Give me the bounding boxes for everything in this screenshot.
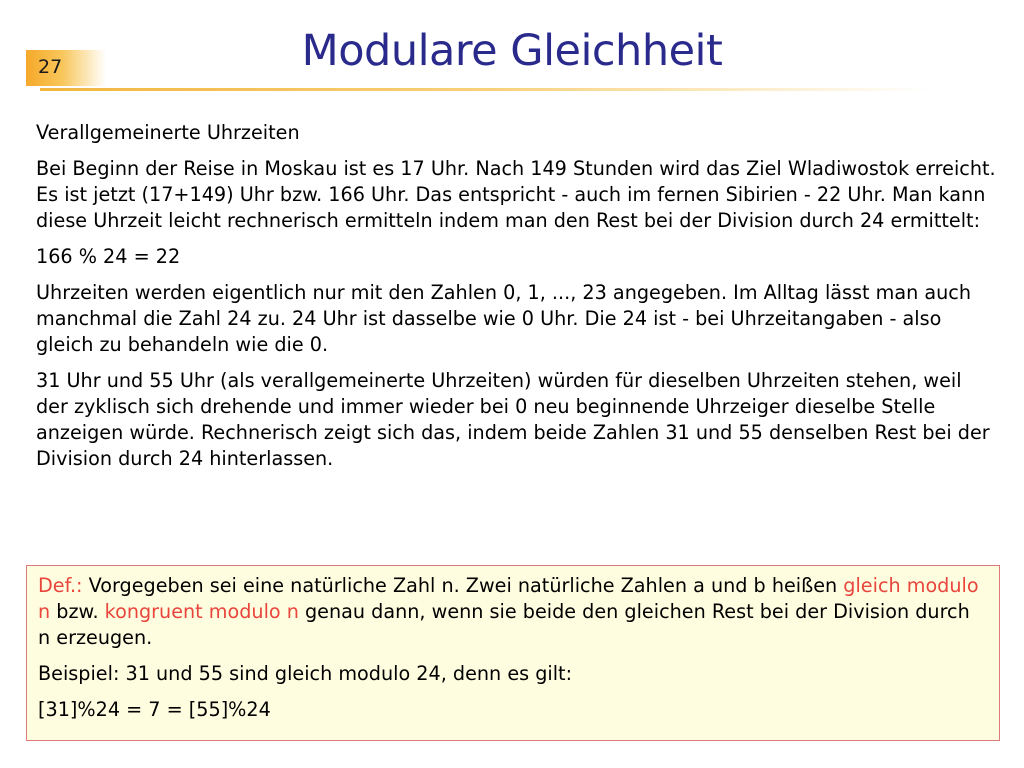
- example-text: Beispiel: 31 und 55 sind gleich modulo 24, denn es gilt:: [38, 662, 573, 685]
- definition-text-3: genau dann, wenn sie beide den gleichen Rest bei der Division durch n erzeugen.: [38, 600, 970, 649]
- section-heading: Verallgemeinerte Uhrzeiten: [36, 121, 300, 144]
- paragraph-generalized: 31 Uhr und 55 Uhr (als verallgemeinerte Uhrzeiten) würden für dieselben Uhrzeiten stehen, weil der zyklisch sich drehende und immer wieder bei 0 neu beginnende Uhrzeiger dieselbe Stelle anzeigen würde. Rechnerisch zeigt sich das, indem beide Zahlen 31 und 55 denselben Rest bei der Division durch 24 hinterlassen.: [36, 369, 990, 470]
- formula-modulo: 166 % 24 = 22: [36, 245, 181, 268]
- page-title: Modulare Gleichheit: [301, 26, 723, 76]
- title-underline: [40, 88, 930, 91]
- definition-label: Def.:: [38, 574, 83, 597]
- example-formula: [31]%24 = 7 = [55]%24: [38, 698, 271, 721]
- definition-text-2: bzw.: [50, 600, 105, 623]
- definition-term-gleich: gleich modulo n: [38, 574, 979, 623]
- definition-text-1: Vorgegeben sei eine natürliche Zahl n. Zwei natürliche Zahlen a und b heißen: [82, 574, 844, 597]
- paragraph-hours: Uhrzeiten werden eigentlich nur mit den Zahlen 0, 1, ..., 23 angegeben. Im Alltag lässt man auch manchmal die Zahl 24 zu. 24 Uhr ist dasselbe wie 0 Uhr. Die 24 ist - bei Uhrzeitangaben - also gleich zu behandeln wie die 0.: [36, 281, 972, 356]
- paragraph-journey: Bei Beginn der Reise in Moskau ist es 17 Uhr. Nach 149 Stunden wird das Ziel Wladiwostok erreicht. Es ist jetzt (17+149) Uhr bzw. 166 Uhr. Das entspricht - auch im fernen Sibirien - 22 Uhr. Man kann diese Uhrzeit leicht rechnerisch ermitteln indem man den Rest bei der Division durch 24 ermittelt:: [36, 157, 996, 232]
- slide-number: 27: [38, 56, 63, 78]
- slide-body: [36, 120, 996, 482]
- definition-paragraph: [38, 573, 988, 651]
- definition-term-kongruent: kongruent modulo n: [104, 600, 299, 623]
- definition-content: [38, 573, 988, 733]
